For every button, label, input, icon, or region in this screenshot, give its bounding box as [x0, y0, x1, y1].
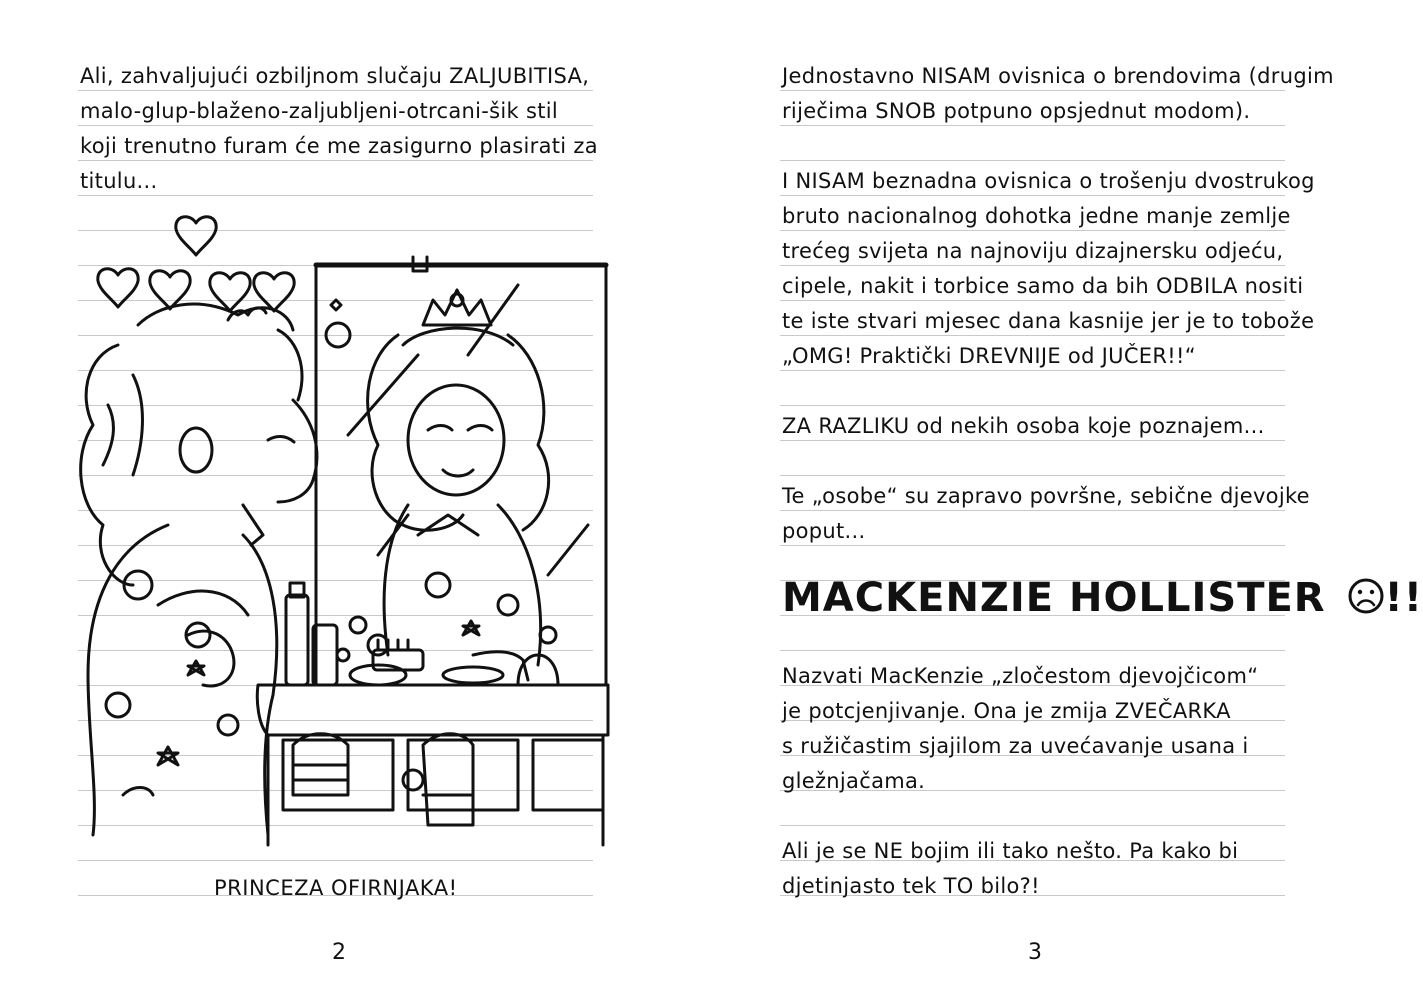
headline — [782, 575, 1423, 621]
p2-line-6: „OMG! Praktički DREVNIJE od JUČER!!“ — [782, 344, 1196, 368]
left-text-line-2: malo-glup-blaženo-zaljubljeni-otrcani-šik stil — [80, 99, 559, 123]
heart-icon — [254, 273, 294, 311]
headline-suffix: !! — [1384, 575, 1423, 621]
p6-line-2: djetinjasto tek TO bilo?! — [782, 874, 1040, 898]
p4-line-1: Te „osobe“ su zapravo površne, sebične djevojke — [782, 484, 1310, 508]
page-number-left: 2 — [332, 940, 346, 965]
p5-line-2: je potcjenjivanje. Ona je zmija ZVEČARKA — [782, 699, 1231, 723]
p1-line-1: Jednostavno NISAM ovisnica o brendovima (drugim — [782, 64, 1334, 88]
mirror-princess-illustration — [78, 205, 608, 845]
left-text-line-1: Ali, zahvaljujući ozbiljnom slučaju ZALJUBITISA, — [80, 64, 590, 88]
p2-line-5: te iste stvari mjesec dana kasnije jer je to tobože — [782, 309, 1315, 333]
heart-icon — [98, 269, 138, 307]
illustration-caption: PRINCEZA OFIRNJAKA! — [214, 876, 458, 900]
heart-icon — [176, 217, 216, 255]
left-text-line-4: titulu... — [80, 169, 158, 193]
p2-line-1: I NISAM beznadna ovisnica o trošenju dvostrukog — [782, 169, 1315, 193]
p5-line-1: Nazvati MacKenzie „zločestom djevojčicom“ — [782, 664, 1259, 688]
p1-line-2: riječima SNOB potpuno opsjednut modom). — [782, 99, 1251, 123]
left-text-line-3: koji trenutno furam će me zasigurno plasirati za — [80, 134, 598, 158]
p2-line-3: trećeg svijeta na najnoviju dizajnersku odjeću, — [782, 239, 1284, 263]
right-page — [688, 0, 1423, 1000]
left-page — [0, 0, 688, 1000]
p3-line-1: ZA RAZLIKU od nekih osoba koje poznajem... — [782, 414, 1265, 438]
p6-line-1: Ali je se NE bojim ili tako nešto. Pa kako bi — [782, 839, 1239, 863]
sad-face-icon — [1347, 577, 1385, 615]
headline-text: MACKENZIE HOLLISTER — [782, 575, 1326, 621]
page-number-right: 3 — [1028, 940, 1042, 965]
p2-line-2: bruto nacionalnog dohotka jedne manje zemlje — [782, 204, 1291, 228]
p5-line-3: s ružičastim sjajilom za uvećavanje usana i — [782, 734, 1249, 758]
p5-line-4: gležnjačama. — [782, 769, 926, 793]
p4-line-2: poput... — [782, 519, 866, 543]
p2-line-4: cipele, nakit i torbice samo da bih ODBILA nositi — [782, 274, 1304, 298]
